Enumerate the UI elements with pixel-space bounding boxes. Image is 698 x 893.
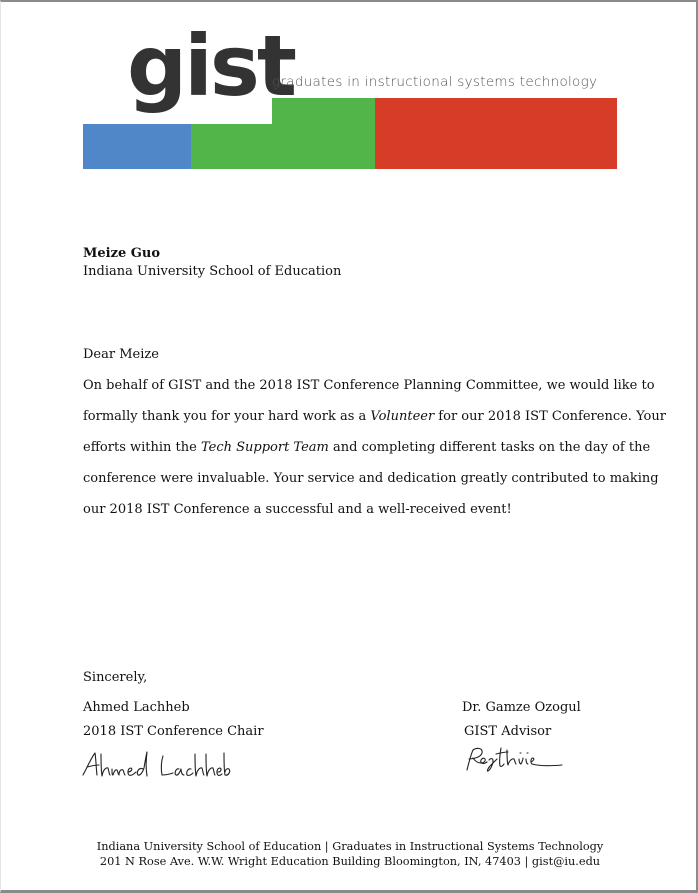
body-text: efforts within the (83, 440, 201, 455)
signatory-title-advisor: GIST Advisor (464, 724, 552, 739)
logo-tagline: graduates in instructional systems technology (272, 74, 598, 90)
signature-advisor-icon (463, 744, 565, 774)
team-emphasis: Tech Support Team (200, 440, 329, 455)
body-line (83, 440, 650, 455)
body-line (83, 471, 659, 486)
body-text: conference were invaluable. Your service and dedication greatly contributed to making (83, 471, 659, 486)
role-emphasis: Volunteer (370, 409, 435, 424)
signatory-name-chair: Ahmed Lachheb (83, 700, 190, 715)
gist-logo: gist (127, 17, 295, 115)
body-text: formally thank you for your hard work as a (83, 409, 371, 424)
letterhead-footer (1, 840, 698, 869)
banner-red-bar (375, 98, 617, 169)
closing: Sincerely, (83, 670, 148, 685)
signatory-name-advisor: Dr. Gamze Ozogul (462, 700, 581, 715)
body-line (83, 502, 512, 517)
signature-chair-icon (81, 750, 231, 782)
body-line (83, 409, 666, 424)
salutation: Dear Meize (83, 347, 159, 362)
body-line (83, 378, 655, 393)
body-text: On behalf of GIST and the 2018 IST Conference Planning Committee, we would like to (83, 378, 655, 393)
body-text: for our 2018 IST Conference. Your (434, 409, 666, 424)
footer-line-organization: Indiana University School of Education | Graduates in Instructional Systems Technology (96, 840, 604, 853)
recipient-organization: Indiana University School of Education (83, 264, 342, 279)
body-text: and completing different tasks on the day of the (328, 440, 651, 455)
recipient-name: Meize Guo (83, 246, 161, 261)
footer-line-address: 201 N Rose Ave. W.W. Wright Education Building Bloomington, IN, 47403 | gist@iu.edu (99, 854, 601, 868)
signatory-title-chair: 2018 IST Conference Chair (83, 724, 264, 739)
body-text: our 2018 IST Conference a successful and a well-received event! (83, 502, 512, 517)
